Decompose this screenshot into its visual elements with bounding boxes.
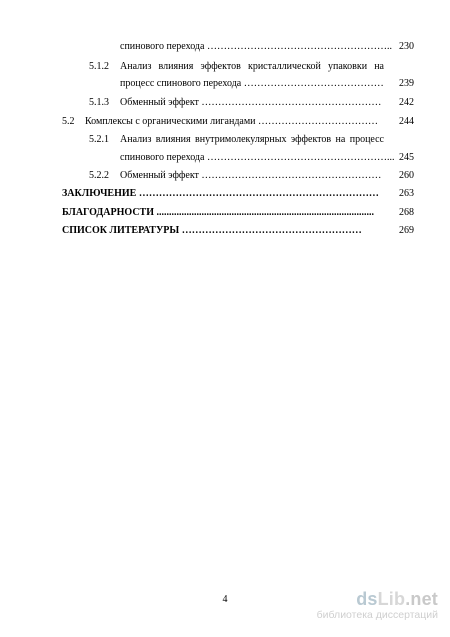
watermark-net: .net — [405, 589, 438, 609]
toc-entry-number: 5.2.2 — [89, 170, 109, 181]
toc-entry-title: СПИСОК ЛИТЕРАТУРЫ ……………………………………………… — [62, 225, 362, 236]
toc-entry-page: 263 — [399, 188, 414, 199]
toc-entry-title: Обменный эффект ……………………………………………… — [120, 170, 382, 181]
toc-entry-title: Анализ влияния эффектов кристаллической упаковки на — [120, 61, 384, 72]
toc-entry-title: Обменный эффект ……………………………………………… — [120, 97, 382, 108]
watermark-ds: ds — [356, 589, 378, 609]
toc-entry-page: 269 — [399, 225, 414, 236]
watermark-lib: Lib — [377, 589, 406, 609]
toc-entry-title: БЛАГОДАРНОСТИ ....................................................................................... — [62, 207, 374, 218]
toc-entry-number: 5.1.2 — [89, 61, 109, 72]
toc-entry-title: Анализ влияния внутримолекулярных эффектов на процесс — [120, 134, 384, 145]
toc-entry-title: ЗАКЛЮЧЕНИЕ ……………………………………………………………… — [62, 188, 379, 199]
toc-entry-page: 230 — [399, 41, 414, 52]
toc-entry-page: 268 — [399, 207, 414, 218]
watermark-tagline: библиотека диссертаций — [316, 609, 438, 621]
toc-entry-number: 5.1.3 — [89, 97, 109, 108]
toc-entry-number: 5.2.1 — [89, 134, 109, 145]
toc-entry-page: 242 — [399, 97, 414, 108]
toc-entry-title: спинового перехода ………………………………………………... — [120, 152, 395, 163]
watermark-brand — [317, 589, 438, 609]
toc-entry-page: 260 — [399, 170, 414, 181]
toc-entry-page: 239 — [399, 78, 414, 89]
watermark-logo — [317, 589, 438, 621]
toc-entry-title: процесс спинового перехода …………………………………… — [120, 78, 384, 89]
page-number: 4 — [222, 594, 228, 605]
toc-entry-page: 244 — [399, 116, 414, 127]
toc-entry-number: 5.2 — [62, 116, 75, 127]
toc-entry-title: Комплексы с органическими лигандами ……………………………… — [85, 116, 379, 127]
toc-entry-page: 245 — [399, 152, 414, 163]
toc-entry-title: спинового перехода ……………………………………………….. — [120, 41, 392, 52]
